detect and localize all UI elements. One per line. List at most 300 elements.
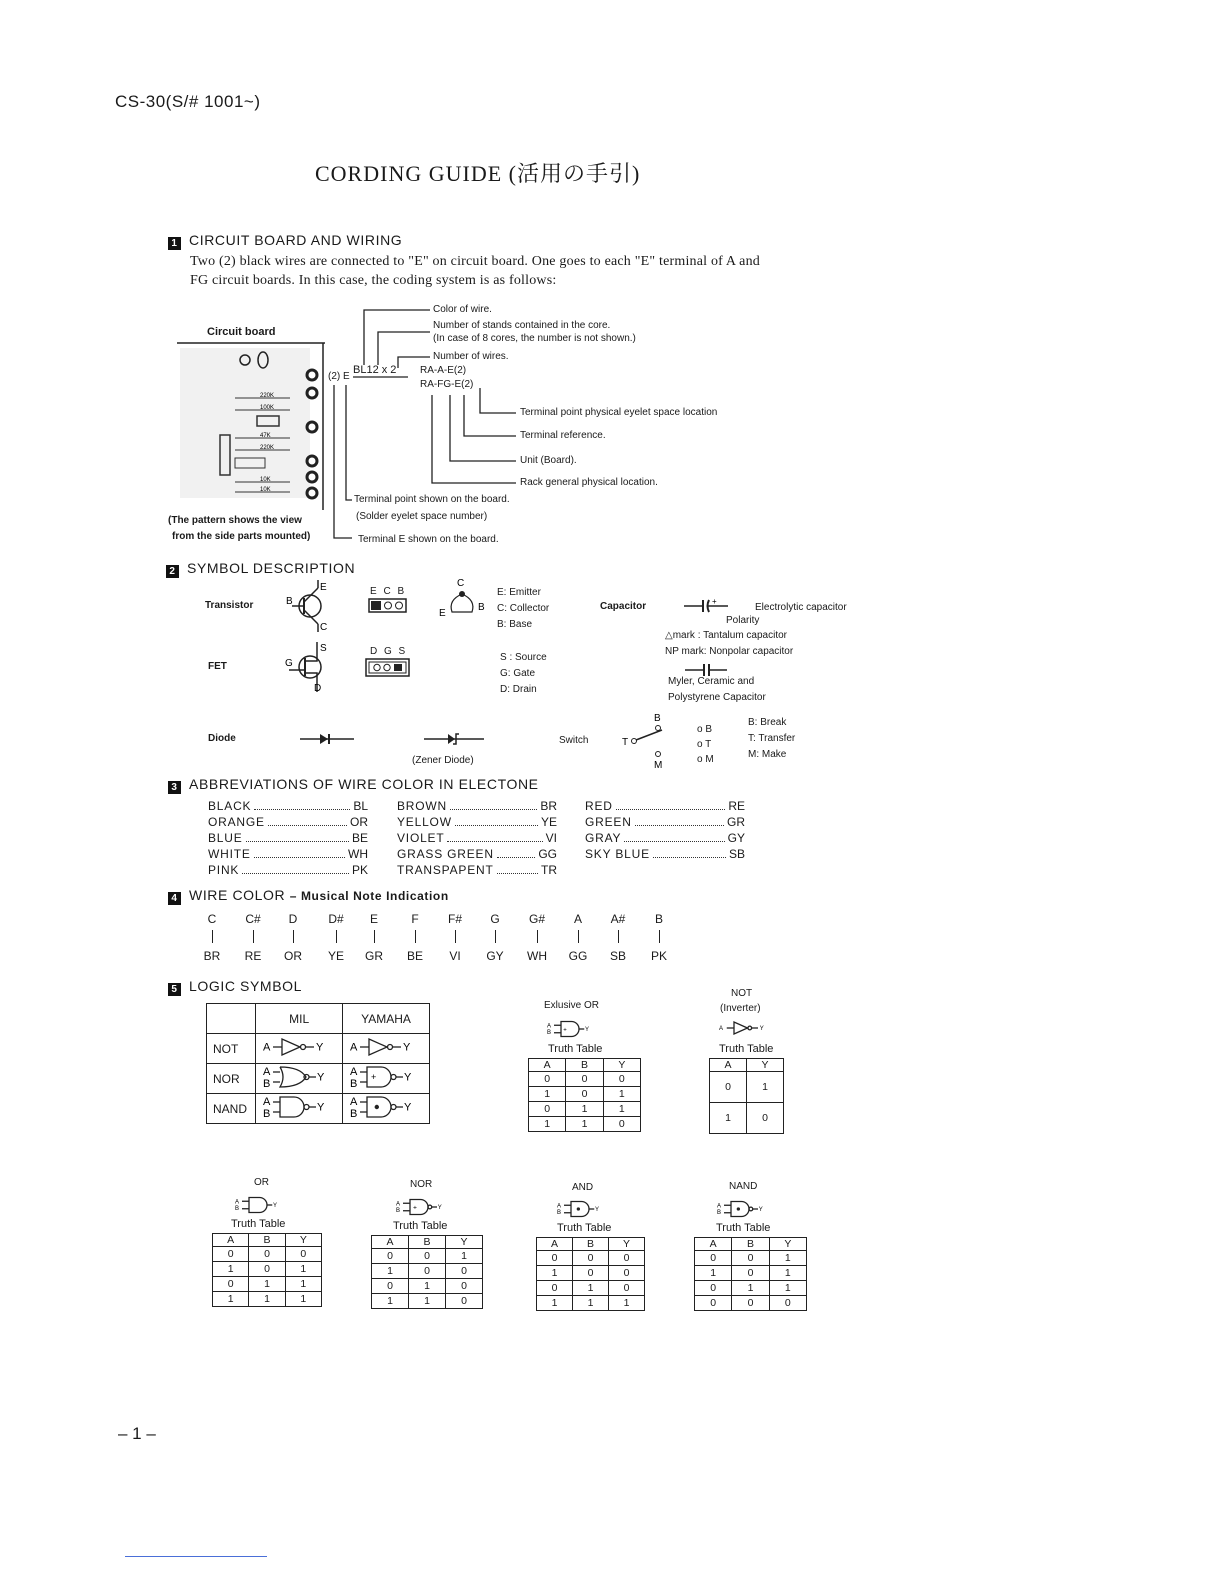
- gate-label: AND: [572, 1182, 594, 1193]
- column-header: Y: [747, 1059, 784, 1072]
- output-label: Y: [759, 1026, 764, 1032]
- nand-truth-table: [694, 1237, 807, 1311]
- color-name: BLUE: [208, 831, 243, 845]
- zener-diode-symbol: [424, 732, 486, 746]
- input-label: A: [547, 1023, 552, 1030]
- capacitor-type: Polarity: [726, 615, 760, 626]
- section-number: 5: [168, 983, 181, 996]
- table-row: [372, 1264, 483, 1279]
- table-cell: 0: [446, 1294, 483, 1309]
- switch-lever: [636, 730, 662, 740]
- wire-color-code: BE: [406, 949, 424, 963]
- plus-sign-icon: +: [712, 598, 717, 606]
- gate-cell: [343, 1094, 430, 1124]
- table-header-row: [537, 1238, 645, 1251]
- fet-pin-descriptions: [500, 650, 547, 698]
- pin-label: G: [285, 658, 293, 669]
- wire-code: BL12 x 2: [353, 364, 397, 376]
- wire-color-code: OR: [284, 949, 302, 963]
- leader-dots: [455, 814, 538, 826]
- table-cell: 0: [695, 1281, 732, 1296]
- table-cell: 0: [249, 1247, 285, 1262]
- color-name: BLACK: [208, 799, 252, 813]
- callout-text: Color of wire.: [433, 304, 492, 315]
- note-name: F: [411, 912, 419, 926]
- pin-label: E: [439, 608, 446, 619]
- electrolytic-capacitor-symbol: [684, 598, 736, 614]
- color-name: ORANGE: [208, 815, 265, 829]
- abbr-row: [208, 814, 368, 830]
- table-cell: 1: [603, 1087, 640, 1102]
- wire-color-code: WH: [527, 949, 547, 963]
- part-label: 47K: [260, 433, 271, 439]
- abbr-row: [208, 798, 368, 814]
- column-header: A: [213, 1234, 249, 1247]
- table-row: [372, 1294, 483, 1309]
- transistor-pin-descriptions: [497, 585, 549, 633]
- package-pin: [371, 601, 381, 610]
- color-code: YE: [540, 815, 557, 829]
- table-cell: [207, 1004, 256, 1034]
- gate-body: [280, 1067, 306, 1087]
- section-number: 4: [168, 892, 181, 905]
- note-connector: [336, 930, 337, 943]
- leader-line: [464, 395, 516, 436]
- wire-color-code: RE: [244, 949, 262, 963]
- table-cell: 0: [695, 1296, 732, 1311]
- table-row: [695, 1266, 807, 1281]
- zener-label: (Zener Diode): [412, 755, 474, 766]
- capacitor-type: Electrolytic capacitor: [755, 602, 847, 613]
- table-row: [529, 1087, 641, 1102]
- input-label: A: [719, 1026, 724, 1032]
- and-dot: [737, 1207, 740, 1210]
- table-cell: 1: [769, 1281, 806, 1296]
- table-cell: 0: [695, 1251, 732, 1266]
- capacitor-type: Myler, Ceramic and: [668, 676, 755, 687]
- gate-cell: [343, 1034, 430, 1064]
- table-cell: 1: [446, 1249, 483, 1264]
- column-header: B: [732, 1238, 769, 1251]
- note-connector: [374, 930, 375, 943]
- table-row: [537, 1266, 645, 1281]
- table-cell: 1: [537, 1296, 573, 1311]
- logic-comparison-table: [206, 1003, 430, 1124]
- package-pin: [384, 664, 390, 670]
- table-cell: 1: [566, 1117, 603, 1132]
- inversion-bubble: [304, 1105, 309, 1110]
- column-header: MIL: [256, 1004, 343, 1034]
- color-name: WHITE: [208, 847, 251, 861]
- intro-line: FG circuit boards. In this case, the coding system is as follows:: [190, 273, 557, 288]
- table-cell: 0: [566, 1087, 603, 1102]
- part-label: 10K: [260, 487, 271, 493]
- intro-line: Two (2) black wires are connected to "E" on circuit board. One goes to each "E" terminal of A and: [190, 254, 760, 269]
- leader-dots: [246, 830, 349, 842]
- output-label: Y: [585, 1027, 590, 1033]
- switch-label: Switch: [559, 735, 589, 746]
- leader-line: [480, 388, 516, 413]
- pin-desc: D: Drain: [500, 684, 537, 695]
- table-header-row: [213, 1234, 322, 1247]
- table-cell: 1: [409, 1279, 446, 1294]
- leader-dots: [616, 798, 726, 810]
- leader-dots: [497, 846, 536, 858]
- pin-desc: G: Gate: [500, 668, 536, 679]
- or-gate-icon: [234, 1193, 304, 1217]
- color-name: VIOLET: [397, 831, 445, 845]
- or-sign: +: [371, 1072, 377, 1082]
- not-gate-icon: [718, 1018, 788, 1038]
- switch-desc: M: Make: [748, 749, 787, 760]
- table-cell: 0: [249, 1262, 285, 1277]
- table-cell: 1: [566, 1102, 603, 1117]
- leader-dots: [268, 814, 347, 826]
- table-cell: 1: [285, 1292, 321, 1307]
- table-cell: 1: [769, 1251, 806, 1266]
- inverter-triangle: [369, 1039, 387, 1055]
- note-connector: [578, 930, 579, 943]
- note-connector: [537, 930, 538, 943]
- table-cell: 0: [409, 1264, 446, 1279]
- section-3-heading: [168, 776, 539, 794]
- abbr-row: [397, 798, 557, 814]
- input-label: B: [557, 1210, 562, 1216]
- and-dot: [375, 1105, 379, 1109]
- transistor-pinout-icon: [436, 576, 490, 620]
- intro-paragraph: [190, 252, 760, 290]
- truth-table-label: Truth Table: [557, 1222, 612, 1234]
- output-label: Y: [403, 1041, 411, 1054]
- wire-color-code: GR: [365, 949, 383, 963]
- table-cell: 0: [446, 1279, 483, 1294]
- diode-label: Diode: [208, 733, 236, 744]
- not-gate-icon: [349, 1036, 419, 1058]
- note-name: A: [573, 912, 583, 926]
- callout-text: (Solder eyelet space number): [356, 511, 488, 522]
- circuit-board-label: Circuit board: [207, 326, 276, 338]
- color-code: OR: [350, 815, 368, 829]
- table-header-row: [695, 1238, 807, 1251]
- table-cell: 1: [573, 1296, 609, 1311]
- color-code: BE: [351, 831, 368, 845]
- abbr-row: [208, 846, 368, 862]
- switch-contact: [632, 739, 637, 744]
- note-name: G#: [528, 912, 546, 926]
- column-header: B: [573, 1238, 609, 1251]
- switch-descriptions: [748, 715, 795, 763]
- board-caption: from the side parts mounted): [172, 531, 311, 542]
- color-code: SB: [728, 847, 745, 861]
- leader-line: [378, 332, 430, 365]
- pin-desc: B: Base: [497, 619, 533, 630]
- color-code: BR: [540, 799, 557, 813]
- gate-body: [249, 1198, 267, 1213]
- table-row: [695, 1281, 807, 1296]
- table-row: [529, 1102, 641, 1117]
- callout-text: Terminal point shown on the board.: [354, 494, 510, 505]
- table-row: [537, 1296, 645, 1311]
- section-number: 1: [168, 237, 181, 250]
- truth-table-label: Truth Table: [548, 1043, 603, 1055]
- gate-label: OR: [254, 1177, 269, 1188]
- destination-code: RA-A-E(2): [420, 365, 467, 376]
- leader-dots: [450, 798, 537, 810]
- pin-desc: E: Emitter: [497, 587, 541, 598]
- gate-cell: [256, 1094, 343, 1124]
- nand-gate-icon: [349, 1094, 419, 1120]
- eyelet: [307, 388, 317, 398]
- table-cell: 0: [573, 1266, 609, 1281]
- package-pin: [396, 602, 403, 609]
- gate-cell: [256, 1064, 343, 1094]
- gate-cell: [256, 1034, 343, 1064]
- column-header: Y: [609, 1238, 645, 1251]
- table-row: [213, 1262, 322, 1277]
- note-name: B: [654, 912, 664, 926]
- table-row: [710, 1103, 784, 1134]
- pin-label: B: [286, 596, 293, 607]
- input-label: A: [717, 1203, 722, 1210]
- fet-symbol: [283, 640, 333, 694]
- leader-line: [450, 395, 516, 461]
- pin-label: B: [478, 602, 485, 613]
- color-code: GG: [538, 847, 557, 861]
- eyelet: [307, 472, 317, 482]
- gate-label: NOR: [410, 1179, 433, 1190]
- color-name: SKY BLUE: [585, 847, 650, 861]
- table-cell: 0: [732, 1296, 769, 1311]
- output-label: Y: [316, 1041, 324, 1054]
- note-connector: [495, 930, 496, 943]
- color-code: GY: [727, 831, 745, 845]
- section-number: 3: [168, 781, 181, 794]
- nand-gate-icon: [716, 1197, 786, 1221]
- abbr-row: [397, 846, 557, 862]
- table-row: [695, 1296, 807, 1311]
- input-label: B: [263, 1078, 271, 1090]
- eyelet: [307, 488, 317, 498]
- note-name: G: [490, 912, 500, 926]
- row-header: NOT: [207, 1034, 256, 1064]
- input-label: A: [263, 1041, 271, 1054]
- table-cell: 1: [710, 1103, 747, 1134]
- part-label: 220K: [260, 445, 275, 451]
- transistor-symbol: [282, 578, 332, 634]
- switch-contact: [656, 752, 661, 757]
- callout-text: Terminal reference.: [520, 430, 606, 441]
- leader-dots: [635, 814, 724, 826]
- package-pin: [385, 602, 392, 609]
- page-number: – 1 –: [118, 1424, 156, 1443]
- table-cell: 1: [537, 1266, 573, 1281]
- table-cell: 0: [603, 1117, 640, 1132]
- package-pin: [394, 664, 402, 671]
- table-cell: 1: [409, 1294, 446, 1309]
- switch-position: o T: [697, 739, 712, 750]
- table-cell: 1: [213, 1292, 249, 1307]
- part-label: 220K: [260, 393, 275, 399]
- table-cell: 1: [372, 1294, 409, 1309]
- column-header: A: [537, 1238, 573, 1251]
- color-name: GREEN: [585, 815, 632, 829]
- note-color-row: [196, 912, 676, 968]
- wire-color-code: SB: [609, 949, 627, 963]
- abbr-row: [397, 814, 557, 830]
- input-label: A: [263, 1066, 271, 1078]
- leader-dots: [447, 830, 542, 842]
- wire-color-code: YE: [327, 949, 345, 963]
- and-truth-table: [536, 1237, 645, 1311]
- leader-dots: [497, 862, 538, 874]
- gate-body: [280, 1097, 304, 1117]
- switch-desc: B: Break: [748, 717, 787, 728]
- table-cell: 0: [710, 1072, 747, 1103]
- note-name: D: [288, 912, 298, 926]
- table-cell: 1: [249, 1277, 285, 1292]
- fet-label: FET: [208, 661, 227, 672]
- input-label: B: [235, 1206, 240, 1212]
- output-label: Y: [317, 1101, 325, 1114]
- color-code: PK: [351, 863, 368, 877]
- output-label: Y: [595, 1207, 600, 1213]
- color-code: VI: [545, 831, 557, 845]
- section-1-heading: [168, 232, 402, 250]
- truth-table-label: Truth Table: [393, 1220, 448, 1232]
- wire-color-code: VI: [449, 949, 461, 963]
- wire-color-code: GG: [568, 949, 588, 963]
- abbr-row: [585, 830, 745, 846]
- input-label: B: [396, 1208, 401, 1214]
- wire-color-code: BR: [203, 949, 221, 963]
- abbr-column-3: [585, 798, 745, 862]
- callout-text: Number of stands contained in the core.: [433, 320, 611, 331]
- color-code: RE: [728, 799, 745, 813]
- section-title: CIRCUIT BOARD AND WIRING: [189, 232, 403, 248]
- column-header: Y: [769, 1238, 806, 1251]
- column-header: Y: [285, 1234, 321, 1247]
- nor-gate-icon: [262, 1064, 332, 1090]
- note-connector: [415, 930, 416, 943]
- or-truth-table: [212, 1233, 322, 1307]
- pin-label: M: [654, 760, 663, 770]
- xor-truth-table: [528, 1058, 641, 1132]
- table-row: [372, 1249, 483, 1264]
- pin-label: C: [320, 622, 328, 633]
- truth-table-label: Truth Table: [719, 1043, 774, 1055]
- switch-position: o M: [697, 754, 714, 765]
- inversion-bubble: [391, 1075, 396, 1080]
- row-header: NOR: [207, 1064, 256, 1094]
- table-cell: 0: [603, 1072, 640, 1087]
- pin-label: E: [320, 582, 327, 593]
- section-title: SYMBOL DESCRIPTION: [187, 560, 356, 576]
- not-label: NOT: [731, 988, 753, 999]
- color-name: GRAY: [585, 831, 622, 845]
- pin-label: B: [654, 713, 661, 724]
- wire-color-code: PK: [650, 949, 668, 963]
- abbr-column-1: [208, 798, 368, 878]
- abbr-row: [397, 830, 557, 846]
- abbr-row: [208, 862, 368, 878]
- diode-triangle: [320, 734, 328, 744]
- abbr-column-2: [397, 798, 557, 878]
- table-cell: 1: [603, 1102, 640, 1117]
- table-row: [537, 1281, 645, 1296]
- table-cell: 0: [213, 1247, 249, 1262]
- input-label: B: [263, 1108, 271, 1120]
- table-cell: 0: [566, 1072, 603, 1087]
- table-row: [710, 1072, 784, 1103]
- fet-pin-order: D G S: [370, 646, 408, 657]
- table-cell: 0: [609, 1266, 645, 1281]
- table-cell: 1: [213, 1262, 249, 1277]
- color-name: RED: [585, 799, 613, 813]
- pin-label: T: [622, 737, 629, 748]
- input-label: A: [350, 1066, 358, 1078]
- bottom-rule: [125, 1556, 267, 1557]
- table-cell: 0: [446, 1264, 483, 1279]
- callout-text: Number of wires.: [433, 351, 509, 362]
- pin-label: S: [320, 643, 327, 654]
- table-cell: 1: [695, 1266, 732, 1281]
- color-name: TRANSPAPENT: [397, 863, 494, 877]
- xor-label: Exlusive OR: [544, 1000, 600, 1011]
- callout-text: Terminal point physical eyelet space location: [520, 407, 718, 418]
- table-cell: 1: [609, 1296, 645, 1311]
- table-cell: 0: [372, 1279, 409, 1294]
- abbr-row: [397, 862, 557, 878]
- not-truth-table: [709, 1058, 784, 1134]
- nor-gate-icon: [395, 1195, 465, 1219]
- capacitor-type: NP mark: Nonpolar capacitor: [665, 646, 794, 657]
- not-gate-icon: [262, 1036, 332, 1058]
- table-row: [372, 1279, 483, 1294]
- switch-position: o B: [697, 724, 713, 735]
- or-sign: +: [413, 1204, 417, 1212]
- switch-desc: T: Transfer: [748, 733, 796, 744]
- leader-line: [334, 385, 352, 538]
- capacitor-label: Capacitor: [600, 601, 647, 612]
- section-4-heading: [168, 887, 449, 905]
- xor-sign: +: [563, 1027, 567, 1034]
- input-label: A: [235, 1199, 240, 1206]
- color-code: WH: [348, 847, 368, 861]
- transistor-package-icon: [368, 598, 408, 613]
- table-row: [213, 1292, 322, 1307]
- transistor-label: Transistor: [205, 600, 254, 611]
- column-header: Y: [446, 1236, 483, 1249]
- capacitor-type: △mark : Tantalum capacitor: [665, 630, 787, 641]
- eyelet: [307, 370, 317, 380]
- column-header: A: [372, 1236, 409, 1249]
- switch-symbol: [620, 710, 674, 770]
- leader-line: [346, 385, 352, 500]
- color-code: BL: [353, 799, 368, 813]
- note-connector: [455, 930, 456, 943]
- pin-desc: C: Collector: [497, 603, 550, 614]
- callout-text: Unit (Board).: [520, 455, 577, 466]
- pin-label: D: [314, 683, 322, 694]
- pin-desc: S : Source: [500, 652, 547, 663]
- table-cell: 0: [537, 1281, 573, 1296]
- leader-dots: [624, 830, 724, 842]
- table-cell: 1: [372, 1264, 409, 1279]
- input-label: B: [350, 1108, 358, 1120]
- xor-gate-icon: [546, 1016, 616, 1042]
- table-row: [695, 1251, 807, 1266]
- board-caption: (The pattern shows the view: [168, 515, 302, 526]
